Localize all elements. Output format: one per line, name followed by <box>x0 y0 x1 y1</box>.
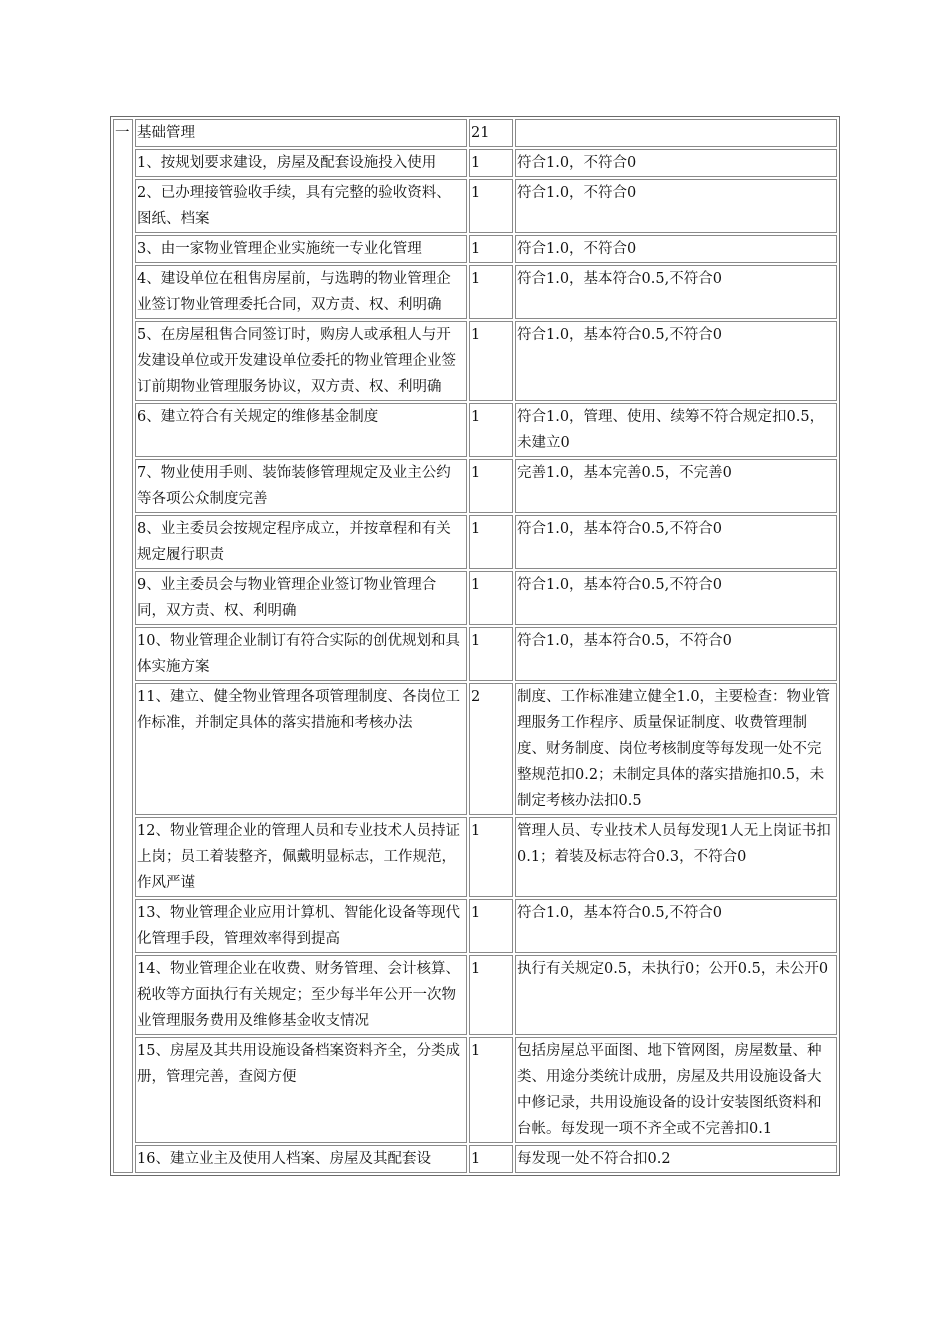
item-cell: 3、由一家物业管理企业实施统一专业化管理 <box>135 235 467 263</box>
score-cell: 1 <box>469 1145 513 1173</box>
document-page <box>110 116 840 1176</box>
table-row <box>113 899 837 953</box>
criteria-cell: 符合1.0，管理、使用、续筹不符合规定扣0.5，未建立0 <box>515 403 837 457</box>
table-row <box>113 321 837 401</box>
score-cell: 1 <box>469 265 513 319</box>
item-cell: 13、物业管理企业应用计算机、智能化设备等现代化管理手段，管理效率得到提高 <box>135 899 467 953</box>
section-number-cell: 一 <box>113 119 133 1173</box>
table-row <box>113 683 837 815</box>
score-cell: 1 <box>469 817 513 897</box>
score-cell: 1 <box>469 1037 513 1143</box>
criteria-cell: 符合1.0，基本符合0.5,不符合0 <box>515 899 837 953</box>
item-cell: 10、物业管理企业制订有符合实际的创优规划和具体实施方案 <box>135 627 467 681</box>
table-row <box>113 571 837 625</box>
score-cell: 1 <box>469 235 513 263</box>
section-header-row <box>113 119 837 147</box>
criteria-cell: 管理人员、专业技术人员每发现1人无上岗证书扣0.1；着装及标志符合0.3，不符合0 <box>515 817 837 897</box>
item-cell: 7、物业使用手则、装饰装修管理规定及业主公约等各项公众制度完善 <box>135 459 467 513</box>
item-cell: 8、业主委员会按规定程序成立，并按章程和有关规定履行职责 <box>135 515 467 569</box>
item-cell: 14、物业管理企业在收费、财务管理、会计核算、税收等方面执行有关规定；至少每半年公开一次物业管理服务费用及维修基金收支情况 <box>135 955 467 1035</box>
score-cell: 2 <box>469 683 513 815</box>
table-row <box>113 179 837 233</box>
assessment-table-body <box>113 119 837 1173</box>
criteria-cell: 完善1.0，基本完善0.5，不完善0 <box>515 459 837 513</box>
criteria-cell: 符合1.0，基本符合0.5,不符合0 <box>515 265 837 319</box>
criteria-cell: 包括房屋总平面图、地下管网图，房屋数量、种类、用途分类统计成册，房屋及共用设施设备大中修记录，共用设施设备的设计安装图纸资料和台帐。每发现一项不齐全或不完善扣0.1 <box>515 1037 837 1143</box>
table-row <box>113 817 837 897</box>
table-row <box>113 235 837 263</box>
score-cell: 1 <box>469 955 513 1035</box>
criteria-cell: 制度、工作标准建立健全1.0，主要检查：物业管理服务工作程序、质量保证制度、收费管理制度、财务制度、岗位考核制度等每发现一处不完整规范扣0.2；未制定具体的落实措施扣0.5，未制定考核办法扣0.5 <box>515 683 837 815</box>
item-cell: 12、物业管理企业的管理人员和专业技术人员持证上岗；员工着装整齐，佩戴明显标志，工作规范，作风严谨 <box>135 817 467 897</box>
score-cell: 1 <box>469 179 513 233</box>
item-cell: 5、在房屋租售合同签订时，购房人或承租人与开发建设单位或开发建设单位委托的物业管理企业签订前期物业管理服务协议，双方责、权、利明确 <box>135 321 467 401</box>
item-cell: 6、建立符合有关规定的维修基金制度 <box>135 403 467 457</box>
table-row <box>113 1145 837 1173</box>
criteria-cell: 每发现一处不符合扣0.2 <box>515 1145 837 1173</box>
section-score-cell: 21 <box>469 119 513 147</box>
score-cell: 1 <box>469 571 513 625</box>
table-row <box>113 149 837 177</box>
score-cell: 1 <box>469 403 513 457</box>
item-cell: 16、建立业主及使用人档案、房屋及其配套设 <box>135 1145 467 1173</box>
score-cell: 1 <box>469 459 513 513</box>
criteria-cell: 符合1.0，基本符合0.5,不符合0 <box>515 321 837 401</box>
section-title-cell: 基础管理 <box>135 119 467 147</box>
criteria-cell: 符合1.0，不符合0 <box>515 149 837 177</box>
table-row <box>113 515 837 569</box>
item-cell: 4、建设单位在租售房屋前，与选聘的物业管理企业签订物业管理委托合同，双方责、权、利明确 <box>135 265 467 319</box>
assessment-table <box>110 116 840 1176</box>
score-cell: 1 <box>469 149 513 177</box>
table-row <box>113 955 837 1035</box>
criteria-cell: 符合1.0，基本符合0.5，不符合0 <box>515 627 837 681</box>
criteria-cell: 符合1.0，基本符合0.5,不符合0 <box>515 571 837 625</box>
item-cell: 9、业主委员会与物业管理企业签订物业管理合同，双方责、权、利明确 <box>135 571 467 625</box>
table-row <box>113 627 837 681</box>
score-cell: 1 <box>469 627 513 681</box>
criteria-cell: 执行有关规定0.5，未执行0；公开0.5，未公开0 <box>515 955 837 1035</box>
item-cell: 1、按规划要求建设，房屋及配套设施投入使用 <box>135 149 467 177</box>
item-cell: 15、房屋及其共用设施设备档案资料齐全，分类成册，管理完善，查阅方便 <box>135 1037 467 1143</box>
criteria-cell: 符合1.0，不符合0 <box>515 179 837 233</box>
section-criteria-cell <box>515 119 837 147</box>
score-cell: 1 <box>469 515 513 569</box>
score-cell: 1 <box>469 321 513 401</box>
criteria-cell: 符合1.0，不符合0 <box>515 235 837 263</box>
table-row <box>113 1037 837 1143</box>
score-cell: 1 <box>469 899 513 953</box>
table-row <box>113 265 837 319</box>
criteria-cell: 符合1.0，基本符合0.5,不符合0 <box>515 515 837 569</box>
table-row <box>113 403 837 457</box>
item-cell: 2、已办理接管验收手续，具有完整的验收资料、图纸、档案 <box>135 179 467 233</box>
table-row <box>113 459 837 513</box>
item-cell: 11、建立、健全物业管理各项管理制度、各岗位工作标准，并制定具体的落实措施和考核办法 <box>135 683 467 815</box>
